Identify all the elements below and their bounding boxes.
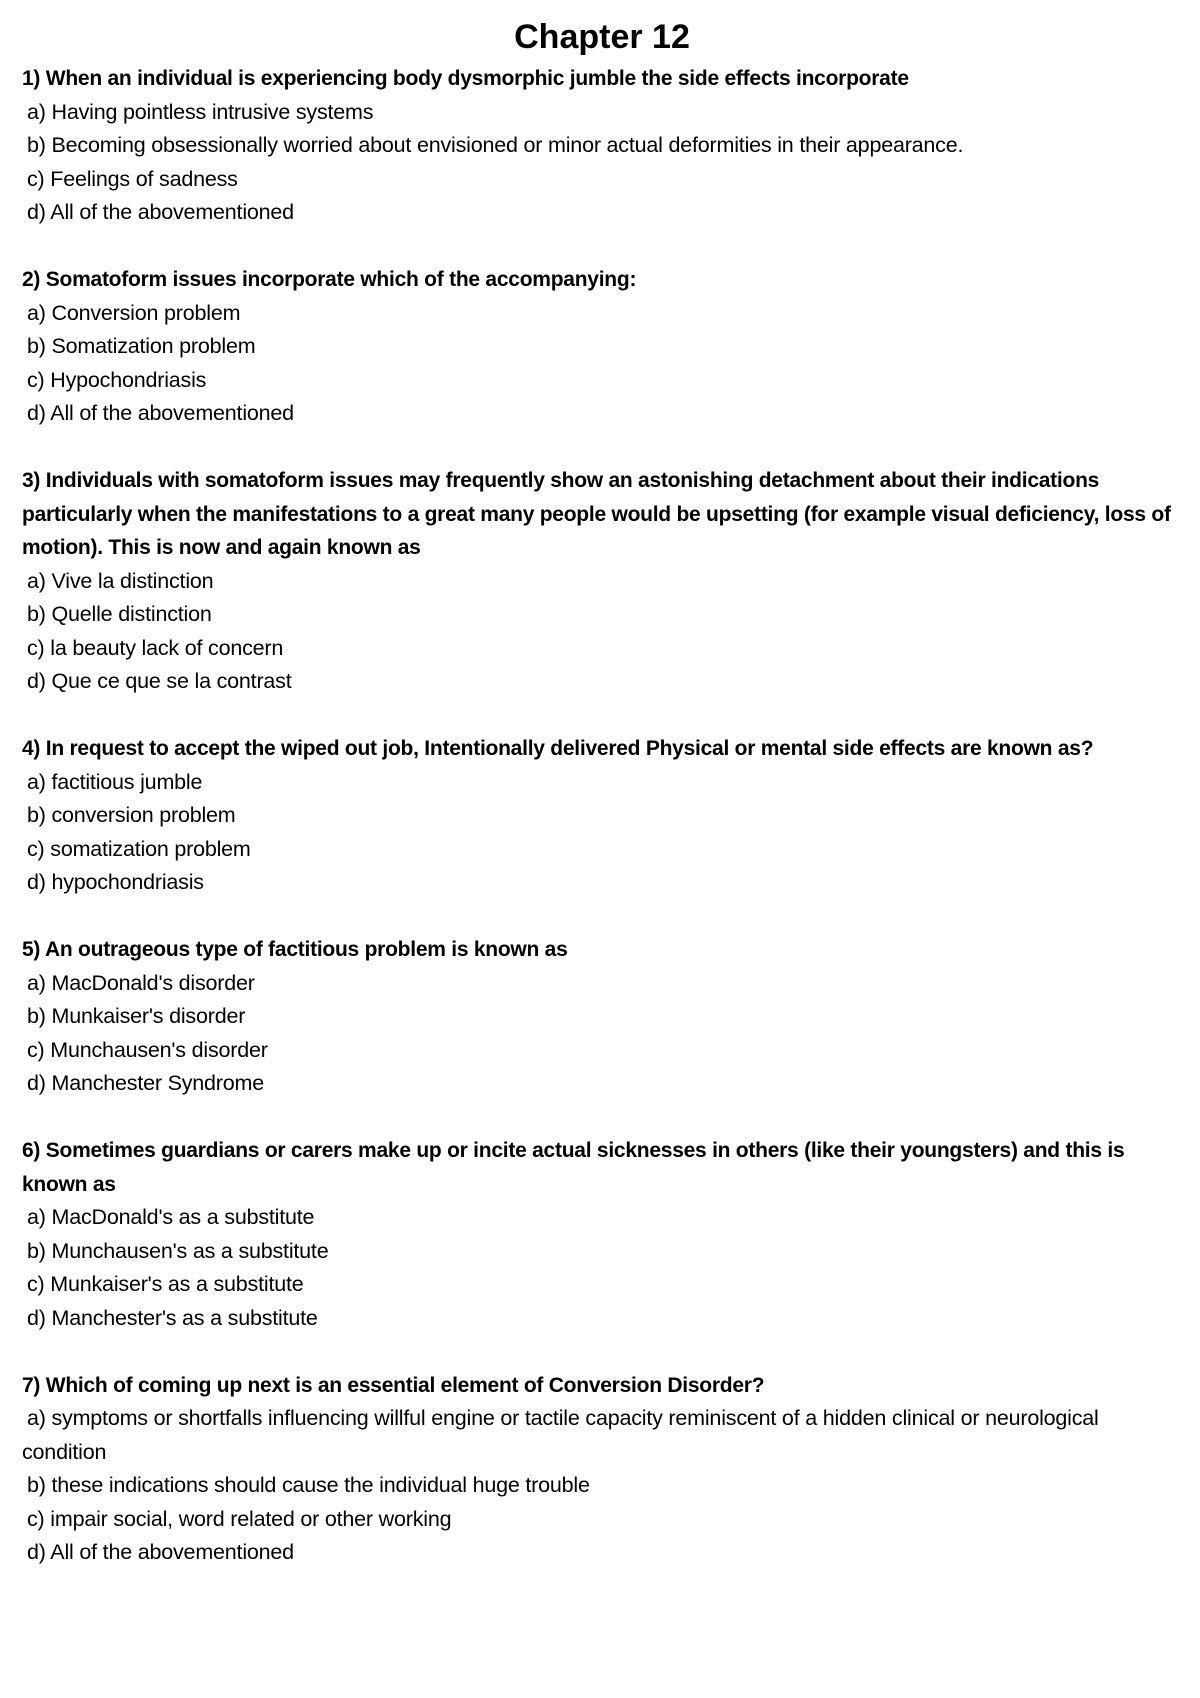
answer-option: c) impair social, word related or other working [27,1506,452,1531]
answer-option: c) Munchausen's disorder [27,1037,268,1062]
answer-option: c) Feelings of sadness [27,166,238,191]
question-7 [22,1369,1182,1570]
answer-option: b) Quelle distinction [27,602,212,626]
question-1 [22,62,1182,230]
document-page [22,14,1182,1603]
answer-option: d) Manchester Syndrome [27,1071,264,1095]
answer-option: b) conversion problem [27,803,236,827]
answer-option: c) Hypochondriasis [27,367,207,392]
answer-option: a) Conversion problem [27,300,241,325]
question-text: 3) Individuals with somatoform issues may frequently show an astonishing detachment about their indications particularly when the manifestations to a great many people would be upsetting (for example visual deficiency, loss of motion). This is now and again known as [22,469,1171,559]
answer-option: d) Manchester's as a substitute [27,1305,318,1330]
page-title: Chapter 12 [514,18,690,56]
answer-option: b) Somatization problem [27,334,256,358]
answer-option: d) All of the abovementioned [27,1540,294,1564]
question-text: 2) Somatoform issues incorporate which of the accompanying: [22,268,637,291]
answer-option: b) Munkaiser's disorder [27,1004,246,1028]
answer-option: b) these indications should cause the individual huge trouble [27,1473,590,1497]
answer-option: a) MacDonald's as a substitute [27,1205,315,1229]
answer-option: b) Munchausen's as a substitute [27,1238,329,1263]
answer-option: a) factitious jumble [27,769,203,794]
question-6 [22,1134,1182,1335]
answer-option: d) Que ce que se la contrast [27,669,292,693]
question-5 [22,933,1182,1101]
question-text: 4) In request to accept the wiped out job, Intentionally delivered Physical or mental side effects are known as? [22,737,1094,760]
answer-option: a) symptoms or shortfalls influencing willful engine or tactile capacity reminiscent of a hidden clinical or neurological condition [22,1406,1099,1464]
question-2 [22,263,1182,431]
answer-option: b) Becoming obsessionally worried about envisioned or minor actual deformities in their appearance. [27,133,964,157]
answer-option: d) All of the abovementioned [27,401,294,425]
answer-option: d) hypochondriasis [27,870,204,894]
question-text: 1) When an individual is experiencing body dysmorphic jumble the side effects incorporate [22,67,909,90]
question-4 [22,732,1182,900]
question-text: 6) Sometimes guardians or carers make up or incite actual sicknesses in others (like their youngsters) and this is known as [22,1139,1125,1196]
answer-option: c) la beauty lack of concern [27,635,284,660]
answer-option: a) MacDonald's disorder [27,970,255,995]
answer-option: c) somatization problem [27,836,251,861]
answer-option: a) Having pointless intrusive systems [27,99,374,124]
question-text: 5) An outrageous type of factitious problem is known as [22,938,568,961]
answer-option: d) All of the abovementioned [27,200,294,224]
question-3 [22,464,1182,699]
answer-option: a) Vive la distinction [27,568,214,593]
answer-option: c) Munkaiser's as a substitute [27,1272,304,1296]
question-text: 7) Which of coming up next is an essential element of Conversion Disorder? [22,1373,765,1397]
